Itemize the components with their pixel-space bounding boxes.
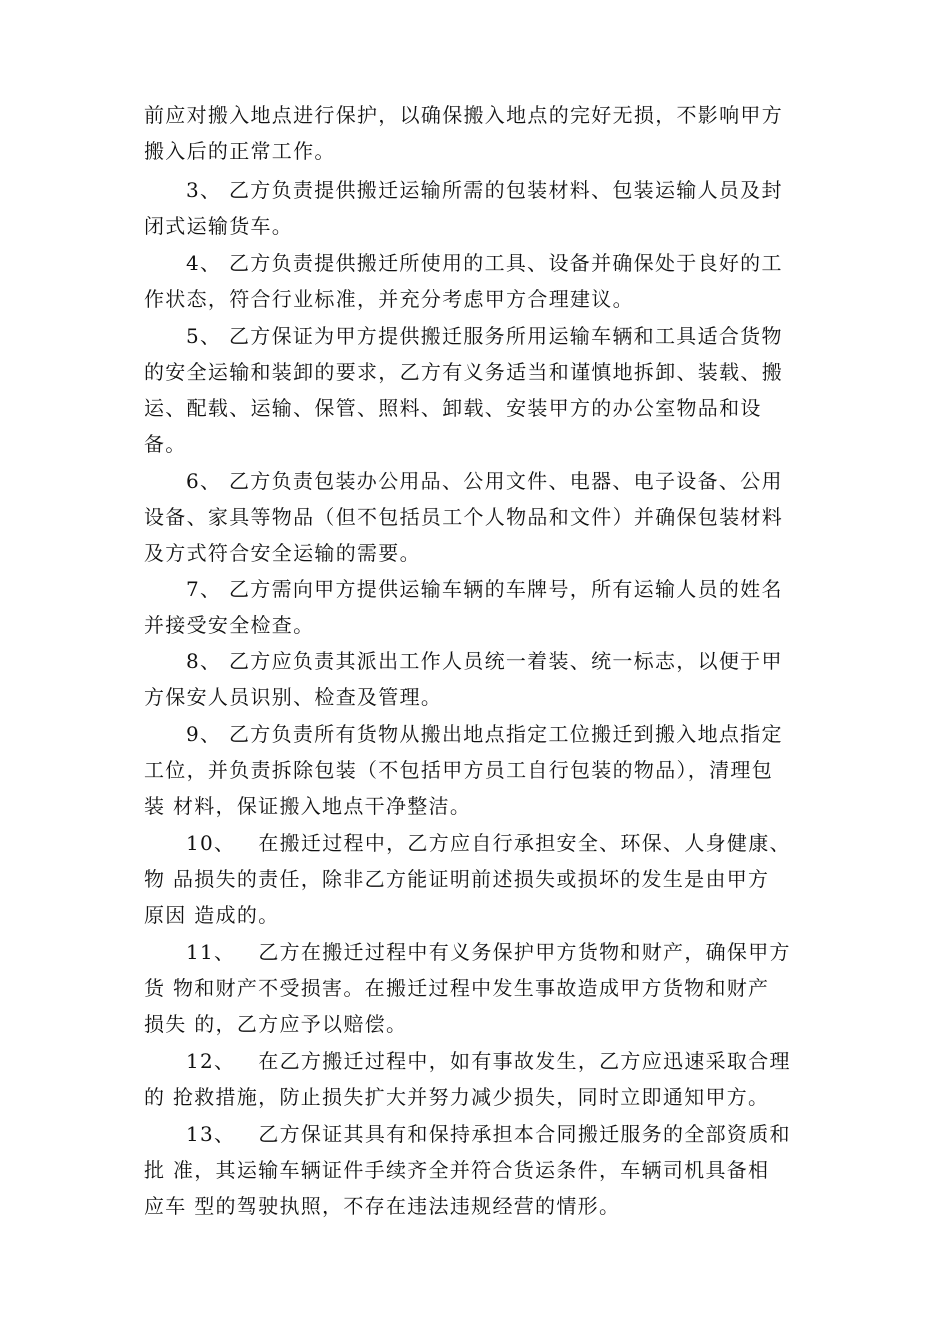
clause-9-line: 9、 乙方负责所有货物从搬出地点指定工位搬迁到搬入地点指定	[186, 722, 783, 746]
text-line: 及方式符合安全运输的需要。	[144, 541, 421, 565]
clause-3-line: 3、 乙方负责提供搬迁运输所需的包装材料、包装运输人员及封	[186, 178, 783, 202]
text-line: 货 物和财产不受损害。在搬迁过程中发生事故造成甲方货物和财产	[144, 976, 770, 1000]
clause-6-line: 6、 乙方负责包装办公用品、公用文件、电器、电子设备、公用	[186, 469, 783, 493]
clause-11-line: 11、 乙方在搬迁过程中有义务保护甲方货物和财产，确保甲方	[186, 940, 791, 964]
text-line: 批 准，其运输车辆证件手续齐全并符合货运条件，车辆司机具备相	[144, 1158, 770, 1182]
clause-4-line: 4、 乙方负责提供搬迁所使用的工具、设备并确保处于良好的工	[186, 251, 783, 275]
text-line: 作状态，符合行业标准，并充分考虑甲方合理建议。	[144, 287, 634, 311]
text-line: 备。	[144, 432, 187, 456]
clause-5-line: 5、 乙方保证为甲方提供搬迁服务所用运输车辆和工具适合货物	[186, 324, 783, 348]
clause-10-line: 10、 在搬迁过程中，乙方应自行承担安全、环保、人身健康、	[186, 831, 791, 855]
text-line: 搬入后的正常工作。	[144, 139, 336, 163]
text-line: 方保安人员识别、检查及管理。	[144, 685, 443, 709]
text-line: 前应对搬入地点进行保护，以确保搬入地点的完好无损，不影响甲方	[144, 103, 783, 127]
text-line: 物 品损失的责任，除非乙方能证明前述损失或损坏的发生是由甲方	[144, 867, 770, 891]
clause-12-line: 12、 在乙方搬迁过程中，如有事故发生，乙方应迅速采取合理	[186, 1049, 791, 1073]
text-line: 损失 的，乙方应予以赔偿。	[144, 1012, 408, 1036]
text-line: 原因 造成的。	[144, 903, 280, 927]
text-line: 的安全运输和装卸的要求，乙方有义务适当和谨慎地拆卸、装载、搬	[144, 360, 783, 384]
text-line: 装 材料，保证搬入地点干净整洁。	[144, 794, 472, 818]
text-line: 运、配载、运输、保管、照料、卸载、安装甲方的办公室物品和设	[144, 396, 762, 420]
clause-8-line: 8、 乙方应负责其派出工作人员统一着装、统一标志，以便于甲	[186, 649, 783, 673]
text-line: 的 抢救措施，防止损失扩大并努力减少损失，同时立即通知甲方。	[144, 1085, 770, 1109]
text-line: 设备、家具等物品（但不包括员工个人物品和文件）并确保包装材料	[144, 505, 783, 529]
text-line: 应车 型的驾驶执照，不存在违法违规经营的情形。	[144, 1194, 621, 1218]
text-line: 并接受安全检查。	[144, 613, 315, 637]
text-line: 闭式运输货车。	[144, 214, 294, 238]
clause-13-line: 13、 乙方保证其具有和保持承担本合同搬迁服务的全部资质和	[186, 1122, 791, 1146]
text-line: 工位，并负责拆除包装（不包括甲方员工自行包装的物品），清理包	[144, 758, 773, 782]
clause-7-line: 7、 乙方需向甲方提供运输车辆的车牌号，所有运输人员的姓名	[186, 577, 783, 601]
